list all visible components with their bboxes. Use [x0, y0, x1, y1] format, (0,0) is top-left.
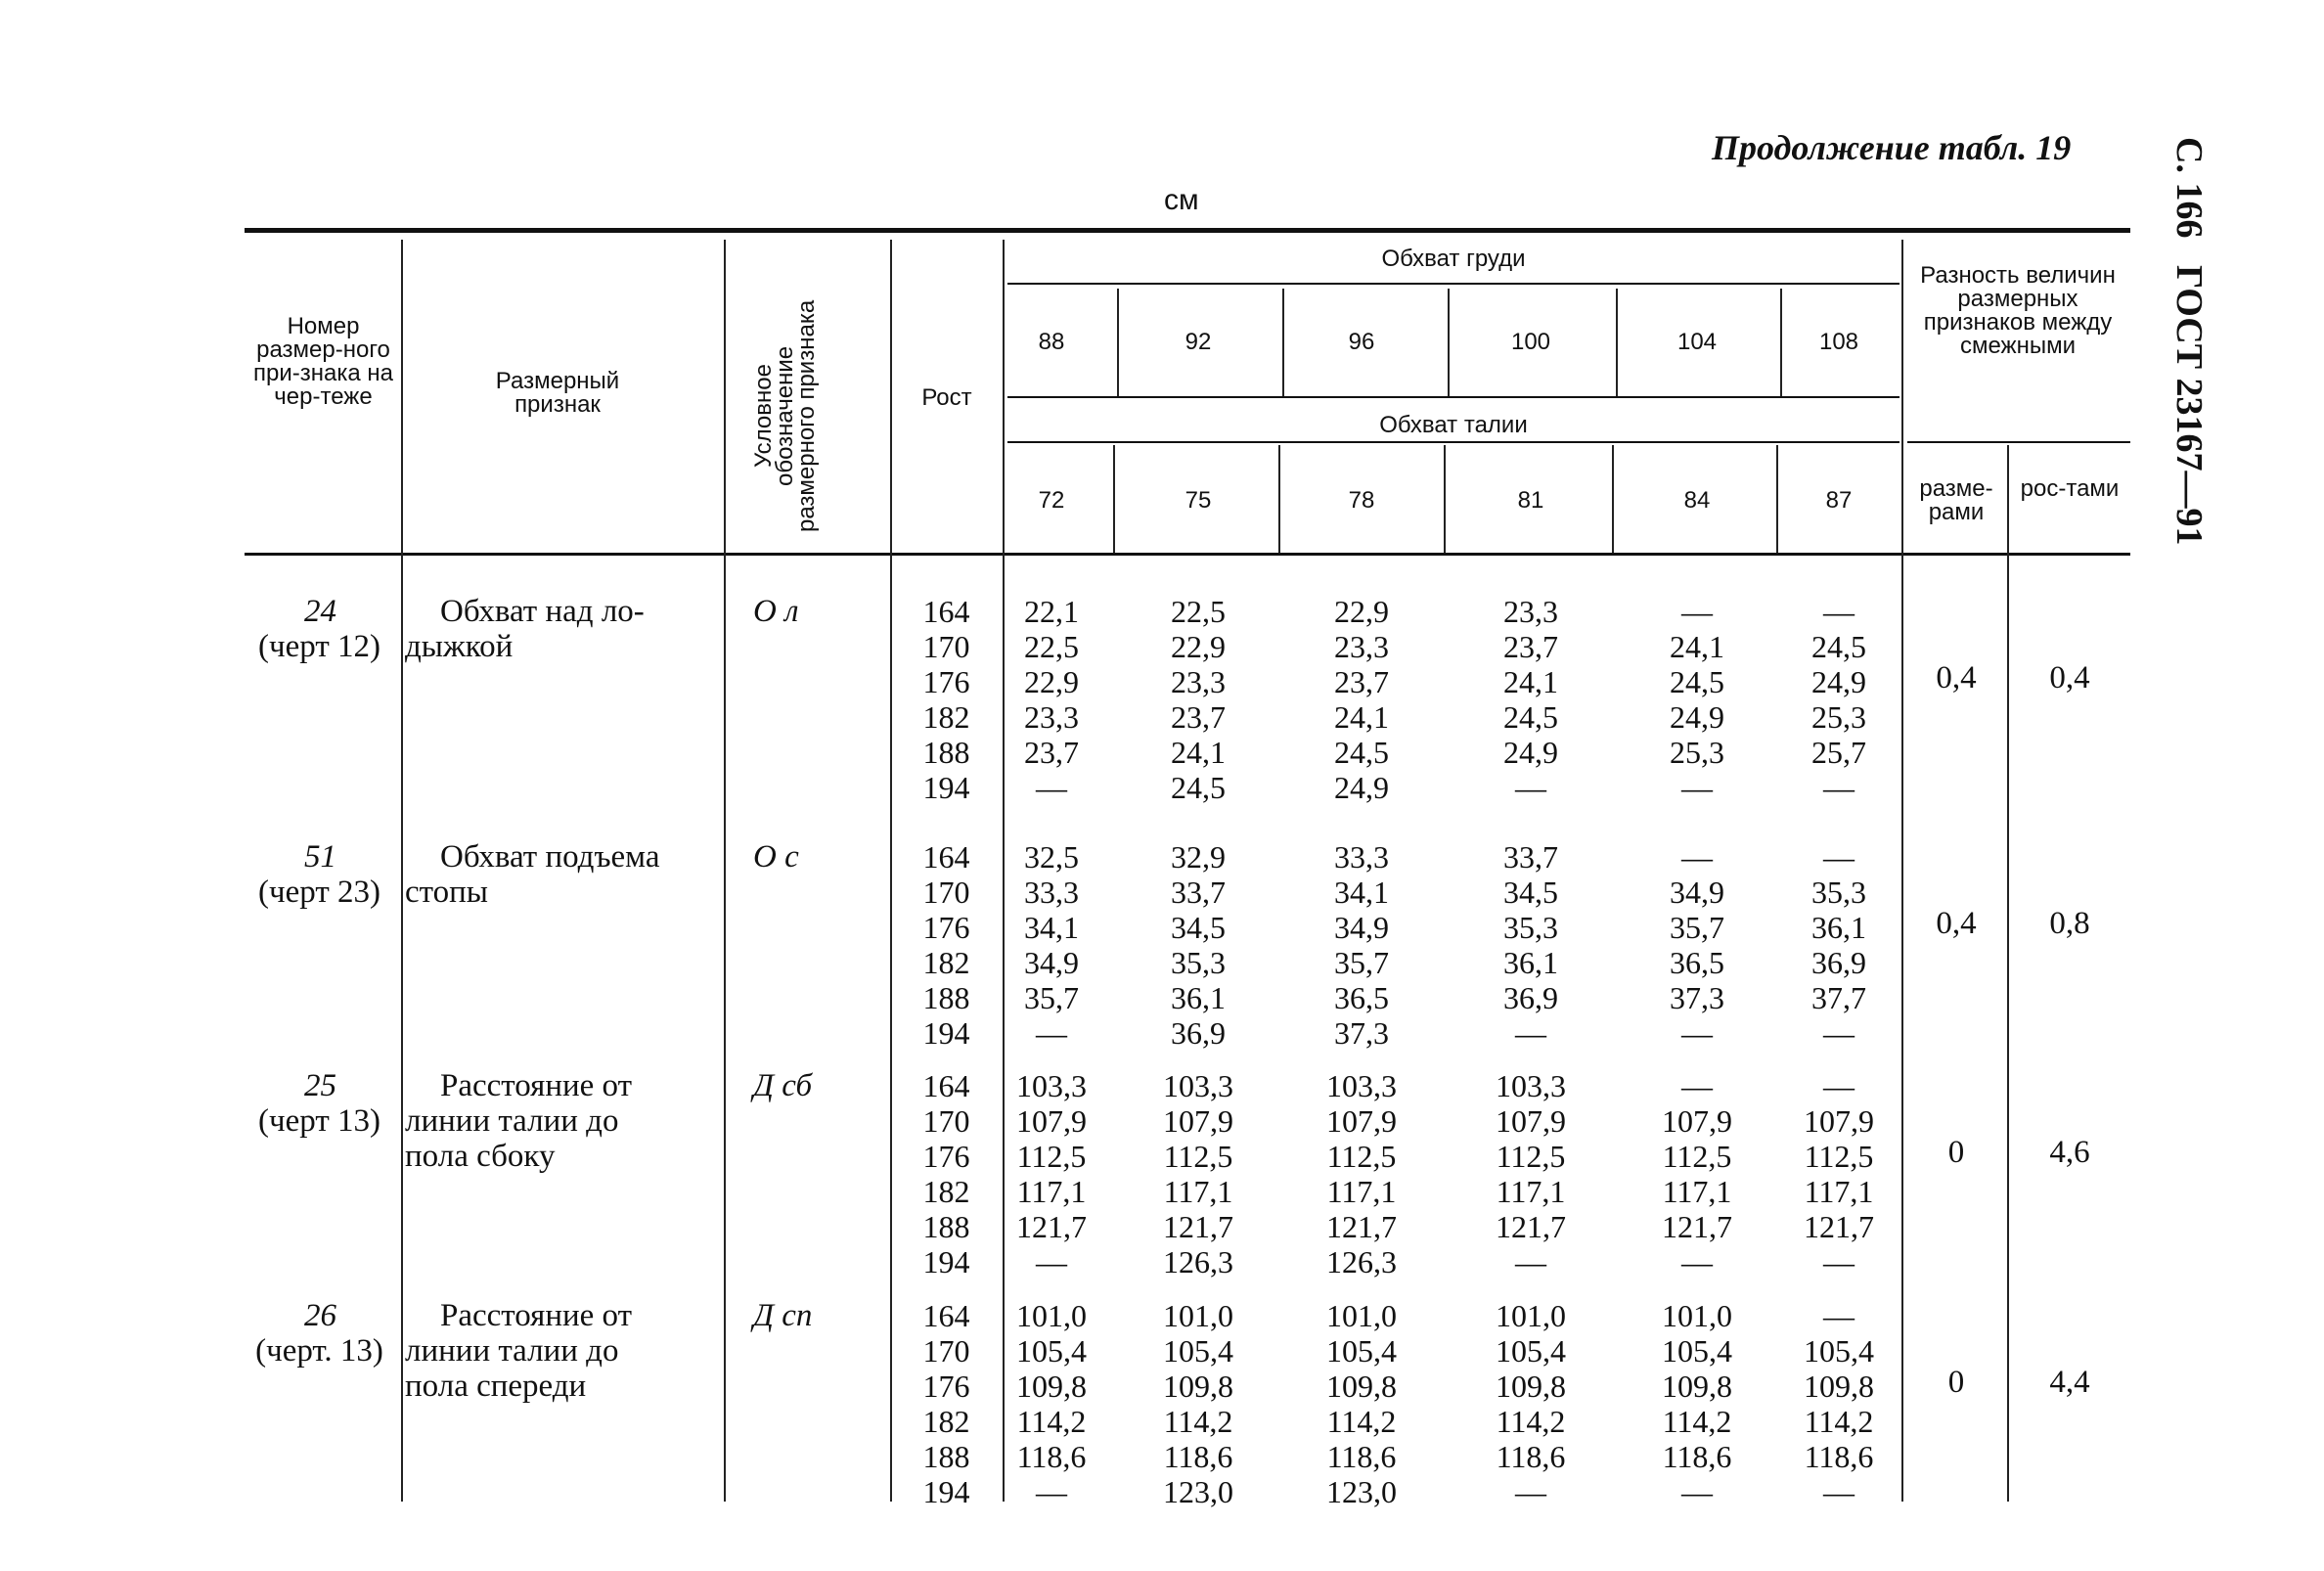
table-cell: 105,4 — [1163, 1333, 1233, 1369]
table-cell: 117,1 — [1163, 1174, 1233, 1209]
height-value: 194 — [922, 1244, 970, 1279]
table-cell: 126,3 — [1326, 1244, 1397, 1279]
feature-name-line: дыжкой — [405, 629, 514, 664]
value-column — [993, 1298, 1110, 1509]
table-cell: 121,7 — [1496, 1209, 1566, 1244]
table-cell: 24,1 — [1334, 699, 1389, 735]
table-cell: 121,7 — [1016, 1209, 1087, 1244]
table-cell: 33,3 — [1334, 839, 1389, 875]
table-cell: 114,2 — [1326, 1404, 1397, 1439]
table-cell: 114,2 — [1662, 1404, 1732, 1439]
table-cell: 101,0 — [1496, 1298, 1566, 1333]
table-cell: 109,8 — [1496, 1369, 1566, 1404]
table-cell: 121,7 — [1662, 1209, 1732, 1244]
height-value: 164 — [922, 1068, 970, 1103]
value-column — [993, 594, 1110, 805]
table-cell: — — [1681, 1068, 1713, 1103]
diff-sizes-value: 0 — [1947, 1135, 1965, 1170]
feature-name-line: пола сбоку — [405, 1139, 556, 1174]
chest-value: 92 — [1184, 329, 1212, 355]
table-top-rule — [245, 228, 2130, 233]
header-name: Размерный признак — [495, 368, 620, 418]
table-cell: 23,7 — [1024, 735, 1079, 770]
header-diff-heights: рос-тами — [2020, 475, 2120, 502]
table-cell: 112,5 — [1804, 1139, 1874, 1174]
header-chest: Обхват груди — [1381, 246, 1526, 272]
height-value: 170 — [922, 1333, 970, 1369]
height-value: 176 — [922, 1139, 970, 1174]
feature-name-line: линии талии до — [405, 1333, 619, 1369]
value-column — [1303, 839, 1420, 1051]
table-cell: 23,7 — [1503, 629, 1558, 664]
table-cell: 25,3 — [1811, 699, 1866, 735]
feature-number: 24 — [304, 594, 336, 629]
waist-value: 81 — [1517, 487, 1544, 514]
page-header-vertical — [2150, 137, 2228, 597]
table-cell: — — [1515, 770, 1546, 805]
table-cell: 34,9 — [1334, 910, 1389, 945]
header-diff: Разность величин размерных признаков между смежными — [1920, 262, 2116, 359]
col-rule — [1113, 445, 1115, 553]
table-cell: 24,9 — [1811, 664, 1866, 699]
table-cell: — — [1681, 1474, 1713, 1509]
table-cell: 24,5 — [1171, 770, 1226, 805]
table-cell: — — [1823, 839, 1855, 875]
diff-sizes-value: 0 — [1947, 1365, 1965, 1400]
feature-name-line: линии талии до — [405, 1103, 619, 1139]
col-rule — [1117, 289, 1119, 396]
waist-title-rule — [1007, 441, 1899, 443]
value-column — [1472, 1068, 1589, 1279]
value-column — [993, 839, 1110, 1051]
table-cell: 105,4 — [1016, 1333, 1087, 1369]
table-cell: 25,3 — [1670, 735, 1724, 770]
unit-label: см — [1164, 184, 1199, 216]
table-cell: 101,0 — [1662, 1298, 1732, 1333]
value-column — [1472, 839, 1589, 1051]
header-bottom-rule — [245, 553, 2130, 556]
feature-number: 25 — [304, 1068, 336, 1103]
table-cell: 36,9 — [1503, 980, 1558, 1015]
height-value: 164 — [922, 1298, 970, 1333]
table-cell: 22,9 — [1024, 664, 1079, 699]
height-value: 194 — [922, 1474, 970, 1509]
value-column — [1638, 1298, 1756, 1509]
table-cell: — — [1823, 770, 1855, 805]
header-code: Условное обозначение размерного признака — [750, 299, 820, 532]
table-cell: — — [1823, 594, 1855, 629]
table-cell: 101,0 — [1326, 1298, 1397, 1333]
col-rule — [1444, 445, 1446, 553]
col-rule — [1776, 445, 1778, 553]
table-cell: 22,5 — [1171, 594, 1226, 629]
height-column — [910, 1068, 983, 1279]
value-column — [1472, 1298, 1589, 1509]
table-cell: 32,9 — [1171, 839, 1226, 875]
height-value: 170 — [922, 1103, 970, 1139]
table-cell: 114,2 — [1016, 1404, 1087, 1439]
col-rule — [890, 240, 892, 1502]
height-value: 170 — [922, 629, 970, 664]
col-rule — [1616, 289, 1618, 396]
table-cell: 36,9 — [1811, 945, 1866, 980]
table-cell: 24,9 — [1670, 699, 1724, 735]
value-column — [1303, 1068, 1420, 1279]
waist-value: 84 — [1683, 487, 1711, 514]
height-value: 182 — [922, 1174, 970, 1209]
height-column — [910, 594, 983, 805]
value-column — [1303, 1298, 1420, 1509]
table-cell: 114,2 — [1496, 1404, 1566, 1439]
table-cell: 112,5 — [1496, 1139, 1566, 1174]
height-value: 176 — [922, 910, 970, 945]
feature-name-line: Обхват над ло- — [440, 594, 645, 629]
table-cell: 36,5 — [1670, 945, 1724, 980]
table-cell: 109,8 — [1662, 1369, 1732, 1404]
height-value: 188 — [922, 1209, 970, 1244]
table-cell: 109,8 — [1163, 1369, 1233, 1404]
feature-name-line: Расстояние от — [440, 1298, 633, 1333]
table-cell: 103,3 — [1016, 1068, 1087, 1103]
table-cell: 23,3 — [1024, 699, 1079, 735]
table-cell: 24,1 — [1171, 735, 1226, 770]
table-cell: 36,1 — [1171, 980, 1226, 1015]
table-cell: 24,5 — [1811, 629, 1866, 664]
table-cell: 34,9 — [1670, 875, 1724, 910]
table-cell: 114,2 — [1163, 1404, 1233, 1439]
table-cell: 35,3 — [1503, 910, 1558, 945]
table-cell: — — [1823, 1244, 1855, 1279]
height-value: 194 — [922, 770, 970, 805]
chest-title-rule — [1007, 283, 1899, 285]
table-cell: — — [1036, 1244, 1067, 1279]
table-cell: 34,1 — [1334, 875, 1389, 910]
diff-sizes-value: 0,4 — [1936, 660, 1977, 696]
table-cell: 107,9 — [1163, 1103, 1233, 1139]
header-waist: Обхват талии — [1379, 412, 1528, 438]
table-cell: 109,8 — [1804, 1369, 1874, 1404]
table-cell: — — [1681, 839, 1713, 875]
table-cell: 23,7 — [1334, 664, 1389, 699]
value-column — [1638, 839, 1756, 1051]
table-cell: 107,9 — [1326, 1103, 1397, 1139]
table-cell: 103,3 — [1496, 1068, 1566, 1103]
drawing-reference: (черт 13) — [258, 1103, 380, 1139]
drawing-reference: (черт 12) — [258, 629, 380, 664]
table-cell: 109,8 — [1016, 1369, 1087, 1404]
height-value: 182 — [922, 945, 970, 980]
waist-value: 75 — [1184, 487, 1212, 514]
table-cell: 105,4 — [1804, 1333, 1874, 1369]
feature-number: 51 — [304, 839, 336, 875]
table-cell: 24,9 — [1334, 770, 1389, 805]
height-value: 188 — [922, 1439, 970, 1474]
chest-value: 108 — [1818, 329, 1859, 355]
table-cell: 118,6 — [1016, 1439, 1087, 1474]
table-cell: 107,9 — [1016, 1103, 1087, 1139]
table-cell: 22,5 — [1024, 629, 1079, 664]
table-cell: 114,2 — [1804, 1404, 1874, 1439]
waist-value: 87 — [1825, 487, 1853, 514]
table-cell: 35,3 — [1171, 945, 1226, 980]
feature-code: Д сп — [753, 1298, 813, 1333]
table-cell: 36,5 — [1334, 980, 1389, 1015]
height-value: 176 — [922, 1369, 970, 1404]
drawing-reference: (черт. 13) — [255, 1333, 383, 1369]
table-cell: 37,7 — [1811, 980, 1866, 1015]
table-cell: 23,3 — [1334, 629, 1389, 664]
table-cell: — — [1823, 1474, 1855, 1509]
col-rule — [1448, 289, 1450, 396]
table-cell: 121,7 — [1163, 1209, 1233, 1244]
table-cell: 117,1 — [1016, 1174, 1087, 1209]
table-cell: 34,5 — [1171, 910, 1226, 945]
table-cell: 107,9 — [1804, 1103, 1874, 1139]
table-cell: 24,5 — [1503, 699, 1558, 735]
value-column — [1140, 1298, 1257, 1509]
height-value: 188 — [922, 735, 970, 770]
chest-value: 104 — [1676, 329, 1718, 355]
table-cell: — — [1515, 1474, 1546, 1509]
waist-value: 78 — [1348, 487, 1375, 514]
chest-value: 88 — [1038, 329, 1065, 355]
table-cell: 105,4 — [1662, 1333, 1732, 1369]
table-cell: 32,5 — [1024, 839, 1079, 875]
table-cell: 103,3 — [1163, 1068, 1233, 1103]
value-column — [1638, 594, 1756, 805]
table-cell: 37,3 — [1334, 1015, 1389, 1051]
table-cell: 117,1 — [1496, 1174, 1566, 1209]
diff-title-rule — [1907, 441, 2130, 443]
col-rule — [1278, 445, 1280, 553]
feature-code: Д сб — [753, 1068, 813, 1103]
table-cell: — — [1515, 1015, 1546, 1051]
value-column — [1780, 1068, 1898, 1279]
table-cell: 117,1 — [1662, 1174, 1732, 1209]
height-value: 164 — [922, 594, 970, 629]
feature-name-line: пола спереди — [405, 1369, 587, 1404]
table-cell: 117,1 — [1326, 1174, 1397, 1209]
table-cell: 35,7 — [1024, 980, 1079, 1015]
chest-value: 100 — [1510, 329, 1551, 355]
height-value: 164 — [922, 839, 970, 875]
table-cell: 105,4 — [1326, 1333, 1397, 1369]
table-cell: — — [1681, 770, 1713, 805]
table-cell: 118,6 — [1662, 1439, 1732, 1474]
value-column — [1140, 1068, 1257, 1279]
table-cell: 22,1 — [1024, 594, 1079, 629]
table-cell: 117,1 — [1804, 1174, 1874, 1209]
header-diff-sizes: разме-рами — [1919, 475, 1993, 525]
table-cell: 24,1 — [1670, 629, 1724, 664]
table-cell: 24,5 — [1334, 735, 1389, 770]
table-cell: 22,9 — [1334, 594, 1389, 629]
waist-value: 72 — [1038, 487, 1065, 514]
col-rule — [1282, 289, 1284, 396]
diff-heights-value: 0,4 — [2049, 660, 2090, 696]
table-cell: 112,5 — [1326, 1139, 1397, 1174]
value-column — [1140, 839, 1257, 1051]
table-cell: 34,5 — [1503, 875, 1558, 910]
table-cell: 103,3 — [1326, 1068, 1397, 1103]
diff-heights-value: 0,8 — [2049, 906, 2090, 941]
table-caption: Продолжение табл. 19 — [1712, 128, 2072, 167]
height-value: 194 — [922, 1015, 970, 1051]
table-cell: — — [1036, 770, 1067, 805]
table-cell: 35,3 — [1811, 875, 1866, 910]
table-cell: 23,7 — [1171, 699, 1226, 735]
table-cell: — — [1036, 1015, 1067, 1051]
table-cell: — — [1036, 1474, 1067, 1509]
chest-values-rule — [1007, 396, 1899, 398]
chest-value: 96 — [1348, 329, 1375, 355]
table-cell: 118,6 — [1804, 1439, 1874, 1474]
table-cell: 33,7 — [1171, 875, 1226, 910]
table-cell: 112,5 — [1163, 1139, 1233, 1174]
header-number: Номер размер-ного при-знака на чер-теже — [253, 313, 393, 410]
feature-name-line: Обхват подъема — [440, 839, 660, 875]
table-cell: 123,0 — [1326, 1474, 1397, 1509]
table-cell: — — [1681, 1015, 1713, 1051]
feature-name-line: стопы — [405, 875, 488, 910]
value-column — [1780, 1298, 1898, 1509]
header-height: Рост — [921, 384, 972, 411]
col-rule — [1612, 445, 1614, 553]
table-cell: 22,9 — [1171, 629, 1226, 664]
table-cell: 24,5 — [1670, 664, 1724, 699]
table-cell: — — [1681, 1244, 1713, 1279]
table-cell: 25,7 — [1811, 735, 1866, 770]
table-cell: 112,5 — [1016, 1139, 1087, 1174]
table-cell: 34,1 — [1024, 910, 1079, 945]
feature-code: О с — [753, 839, 799, 875]
value-column — [1638, 1068, 1756, 1279]
drawing-reference: (черт 23) — [258, 875, 380, 910]
col-rule — [401, 240, 403, 1502]
table-cell: 35,7 — [1334, 945, 1389, 980]
table-cell: 37,3 — [1670, 980, 1724, 1015]
table-cell: 23,3 — [1503, 594, 1558, 629]
diff-heights-value: 4,4 — [2049, 1365, 2090, 1400]
table-cell: 36,9 — [1171, 1015, 1226, 1051]
col-rule — [1901, 240, 1903, 1502]
height-column — [910, 1298, 983, 1509]
table-cell: 118,6 — [1163, 1439, 1233, 1474]
diff-sizes-value: 0,4 — [1936, 906, 1977, 941]
value-column — [1780, 594, 1898, 805]
table-cell: 24,9 — [1503, 735, 1558, 770]
table-cell: 105,4 — [1496, 1333, 1566, 1369]
table-cell: 123,0 — [1163, 1474, 1233, 1509]
table-cell: 112,5 — [1662, 1139, 1732, 1174]
col-rule — [2007, 445, 2009, 1502]
diff-heights-value: 4,6 — [2049, 1135, 2090, 1170]
document-number: ГОСТ 23167—91 — [2168, 265, 2210, 546]
page-number: С. 166 — [2168, 137, 2210, 239]
feature-code: О л — [753, 594, 799, 629]
value-column — [1780, 839, 1898, 1051]
height-value: 182 — [922, 699, 970, 735]
table-cell: 33,3 — [1024, 875, 1079, 910]
height-value: 176 — [922, 664, 970, 699]
table-cell: 107,9 — [1496, 1103, 1566, 1139]
table-cell: — — [1515, 1244, 1546, 1279]
table-cell: 35,7 — [1670, 910, 1724, 945]
table-cell: 36,1 — [1503, 945, 1558, 980]
height-value: 182 — [922, 1404, 970, 1439]
table-cell: 101,0 — [1016, 1298, 1087, 1333]
table-cell: 121,7 — [1326, 1209, 1397, 1244]
table-cell: 101,0 — [1163, 1298, 1233, 1333]
table-cell: 33,7 — [1503, 839, 1558, 875]
table-cell: 107,9 — [1662, 1103, 1732, 1139]
table-cell: 34,9 — [1024, 945, 1079, 980]
table-cell: 121,7 — [1804, 1209, 1874, 1244]
table-cell: — — [1823, 1015, 1855, 1051]
value-column — [1140, 594, 1257, 805]
height-value: 188 — [922, 980, 970, 1015]
table-cell: — — [1823, 1068, 1855, 1103]
table-cell: 23,3 — [1171, 664, 1226, 699]
value-column — [1472, 594, 1589, 805]
table-cell: — — [1823, 1298, 1855, 1333]
height-value: 170 — [922, 875, 970, 910]
table-cell: 118,6 — [1496, 1439, 1566, 1474]
feature-number: 26 — [304, 1298, 336, 1333]
feature-name-line: Расстояние от — [440, 1068, 633, 1103]
table-cell: 118,6 — [1326, 1439, 1397, 1474]
table-cell: 126,3 — [1163, 1244, 1233, 1279]
table-cell: 24,1 — [1503, 664, 1558, 699]
table-cell: 36,1 — [1811, 910, 1866, 945]
value-column — [1303, 594, 1420, 805]
height-column — [910, 839, 983, 1051]
value-column — [993, 1068, 1110, 1279]
table-cell: — — [1681, 594, 1713, 629]
table-cell: 109,8 — [1326, 1369, 1397, 1404]
